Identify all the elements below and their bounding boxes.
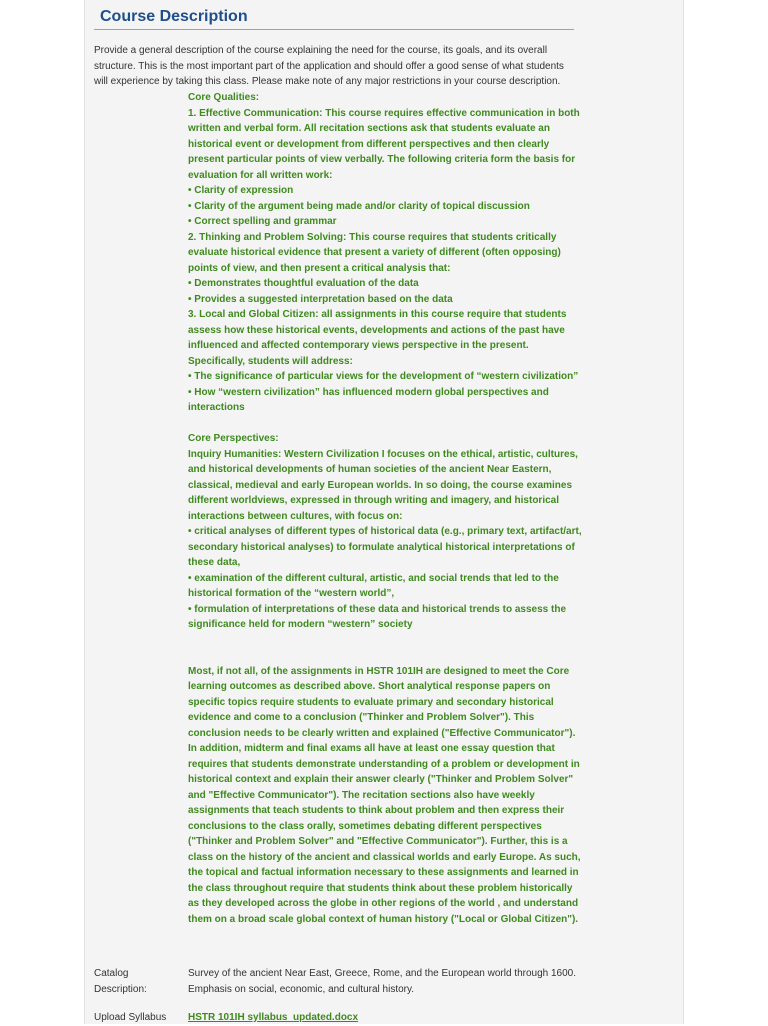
quality-thinking-problem-solving: 2. Thinking and Problem Solving: This course requires that students critically evaluate historical evidence that present a variety of different (often opposing) points of view, and then present a critical analysis that:: [188, 231, 561, 274]
list-item: • examination of the different cultural, artistic, and social trends that led to the historical formation of the “western world”,: [188, 572, 559, 599]
list-item: • Clarity of expression: [188, 185, 294, 196]
quality-effective-communication: 1. Effective Communication: This course requires effective communication in both written and verbal form. All recitation sections ask that students evaluate an historical event or development from different perspectives and then clearly present particular points of view verbally. The following criteria form the basis for evaluation for all written work:: [188, 107, 580, 181]
course-description-text: [188, 90, 583, 927]
list-item: • Provides a suggested interpretation based on the data: [188, 293, 453, 305]
catalog-description-value: Survey of the ancient Near East, Greece, Rome, and the European world through 1600. Emphasis on social, economic, and cultural history.: [188, 968, 577, 995]
spacer: [188, 633, 583, 664]
catalog-description-label: Catalog Description:: [94, 968, 147, 995]
list-item: • Clarity of the argument being made and/or clarity of topical discussion: [188, 200, 530, 212]
spacer: [188, 416, 583, 432]
list-item: • How “western civilization” has influenced modern global perspectives and interactions: [188, 386, 549, 413]
core-qualities-heading: Core Qualities:: [188, 92, 260, 103]
section-instructions: Provide a general description of the course explaining the need for the course, its goals, and its overall structure. This is the most important part of the application and should offer a good sense of what students will experience by taking this class. Please make note of any major restrictions in your course description.: [94, 45, 564, 87]
upload-syllabus-label: Upload Syllabus: [94, 1012, 167, 1023]
list-item: • formulation of interpretations of these data and historical trends to assess the significance held for modern “western” society: [188, 603, 567, 630]
title-divider: [94, 29, 574, 30]
section-title: Course Description: [100, 8, 248, 25]
list-item: • The significance of particular views for the development of “western civilization”: [188, 371, 579, 382]
list-item: • Correct spelling and grammar: [188, 216, 337, 227]
perspectives-intro: Inquiry Humanities: Western Civilization I focuses on the ethical, artistic, cultures, and historical developments of human societies of the ancient Near Eastern, classical, medieval and early European worlds. In so doing, the course examines different worldviews, expressed in through writing and imagery, and historical interactions between cultures, with focus on:: [188, 448, 578, 522]
list-item: • critical analyses of different types of historical data (e.g., primary text, artifact/art, secondary historical analyses) to formulate analytical historical interpretations of these data,: [188, 526, 582, 568]
quality-local-global-citizen: 3. Local and Global Citizen: all assignments in this course require that students assess how these historical events, developments and actions of the past have influenced and affected contemporary views perspective in the present. Specifically, students will address:: [188, 309, 567, 367]
assignments-paragraph: Most, if not all, of the assignments in HSTR 101IH are designed to meet the Core learning outcomes as described above. Short analytical response papers on specific topics require students to evaluate primary and secondary historical evidence and come to a conclusion ("Thinker and Problem Solver"). This conclusion needs to be clearly written and explained ("Effective Communicator"). In addition, midterm and final exams all have at least one essay question that requires that students demonstrate understanding of a problem or development in historical context and explain their answer clearly ("Thinker and Problem Solver" and "Effective Communicator"). The recitation sections also have weekly assignments that teach students to think about problem and then express their conclusions to the class orally, sometimes debating different perspectives ("Thinker and Problem Solver" and "Effective Communicator"). Further, this is a class on the history of the ancient and classical worlds and early Europe. As such, the topical and factual information necessary to these assignments and learned in the class throughout require that students think about these problem historically as they developed across the globe in other regions of the world , and understand them on a broad scale global context of human history ("Local or Global Citizen").: [188, 665, 581, 925]
list-item: • Demonstrates thoughtful evaluation of the data: [188, 278, 419, 289]
syllabus-file-link[interactable]: HSTR 101IH syllabus_updated.docx: [188, 1012, 359, 1023]
core-perspectives-heading: Core Perspectives:: [188, 433, 279, 444]
